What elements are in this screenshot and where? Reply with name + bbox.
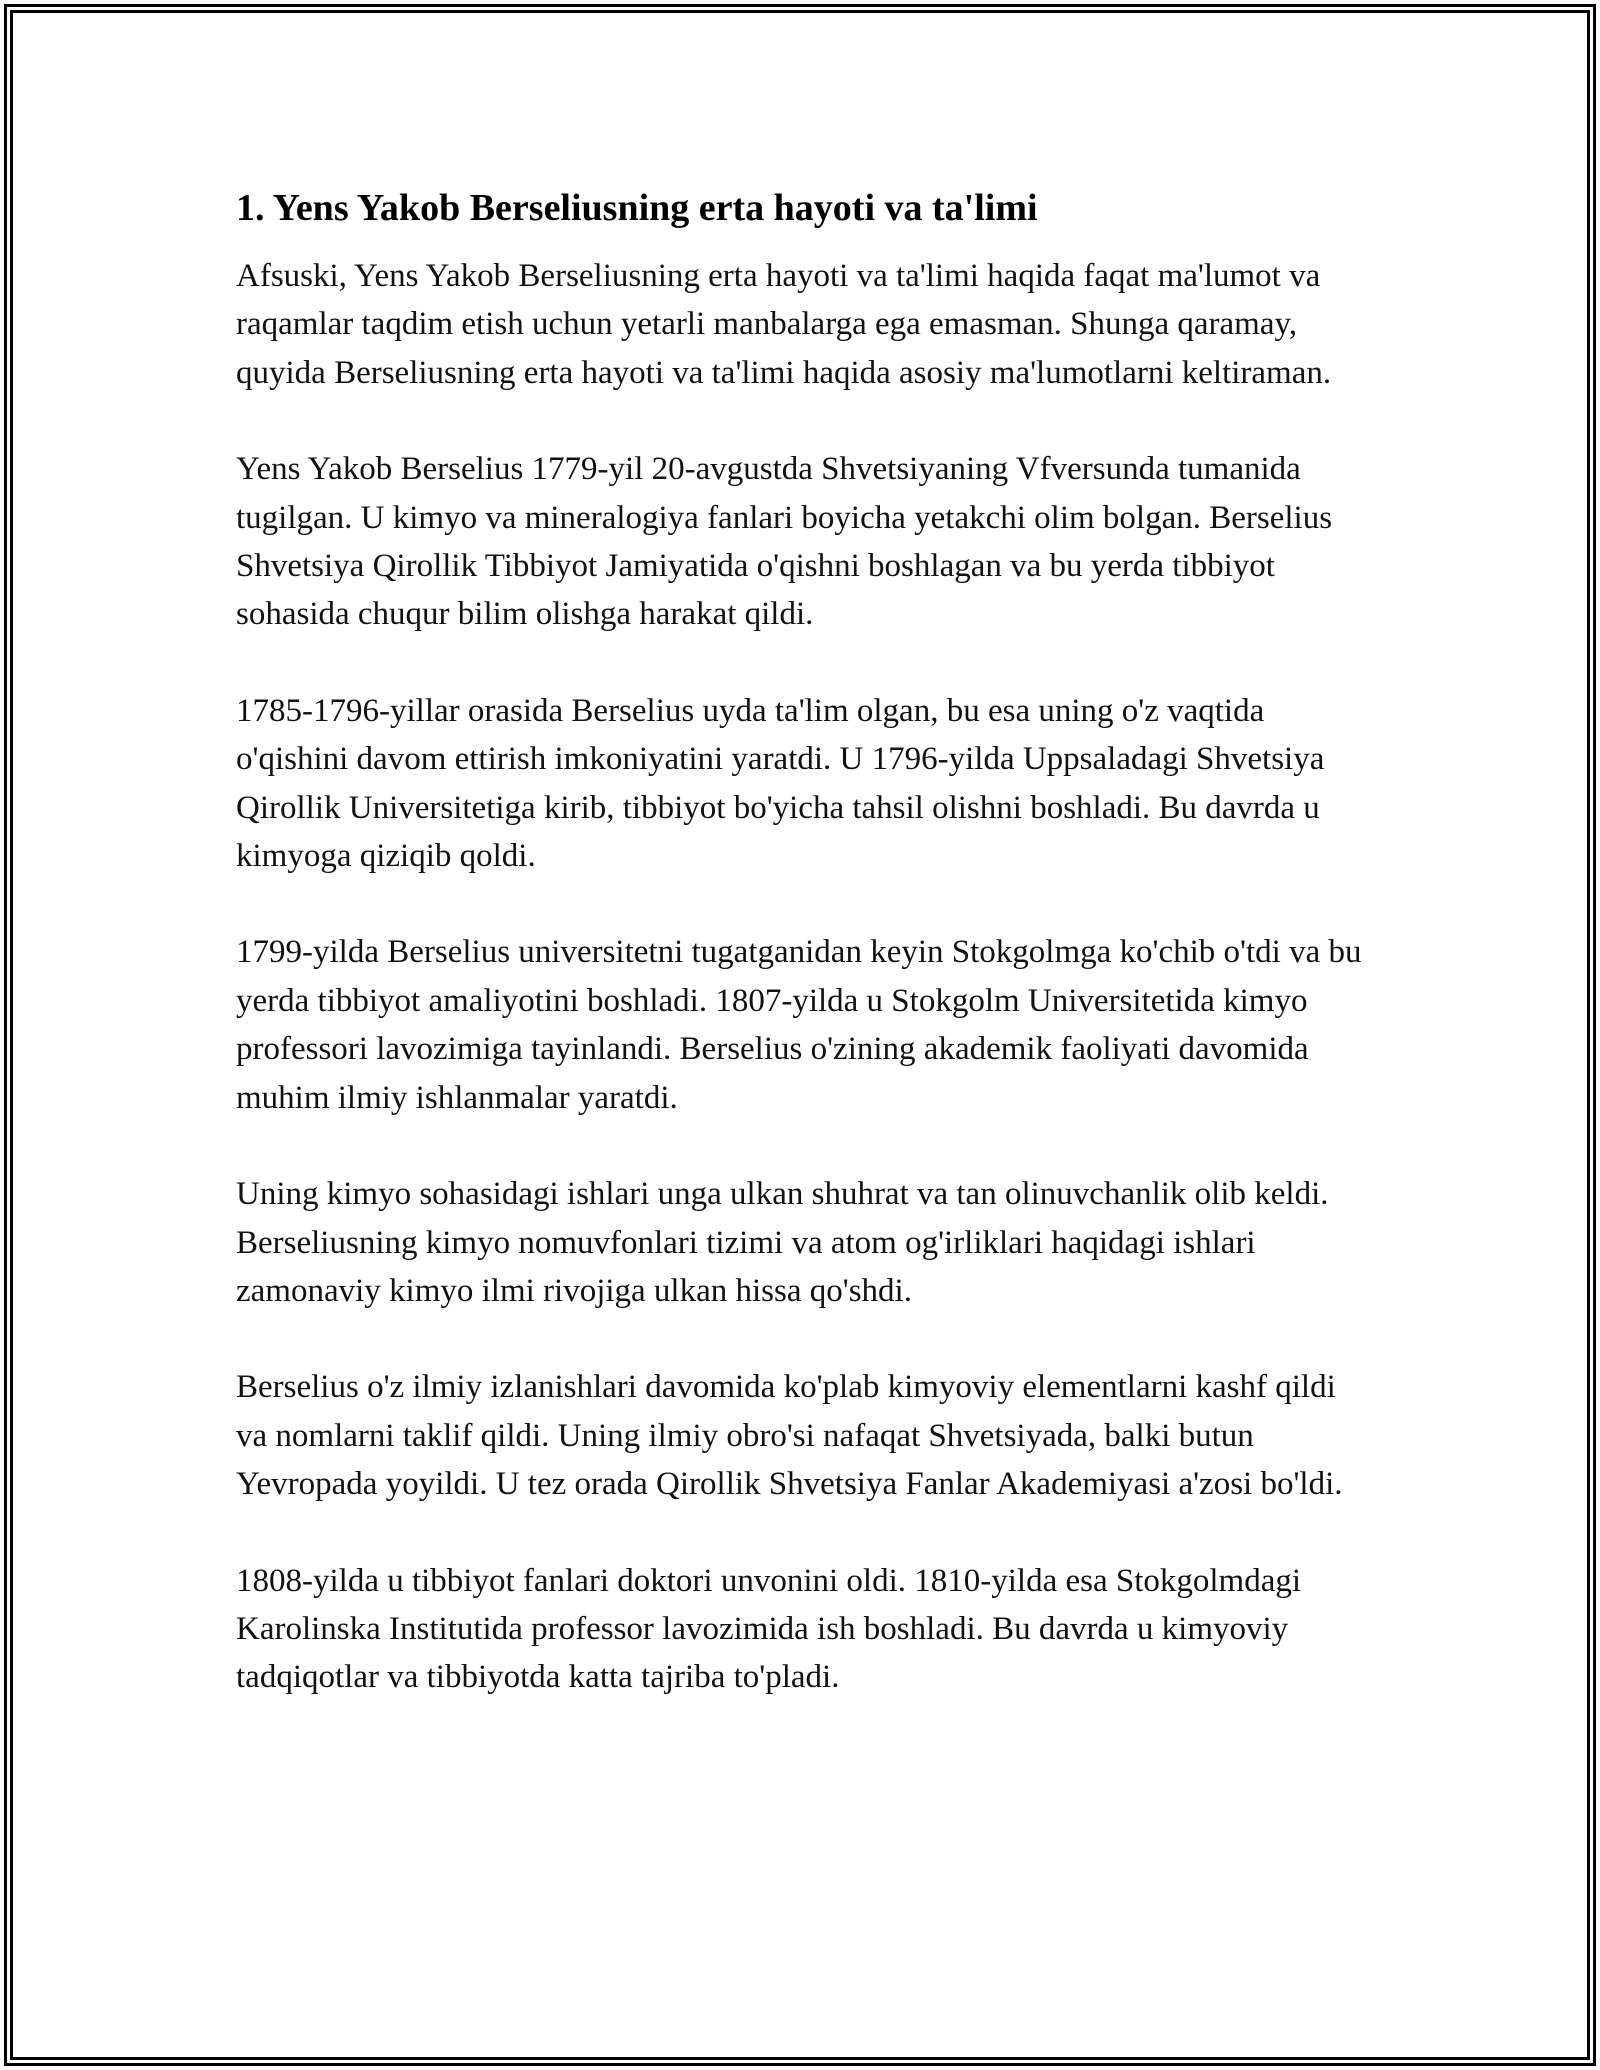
paragraph-intro: Afsuski, Yens Yakob Berseliusning erta hayoti va ta'limi haqida faqat ma'lumot va raqamlar taqdim etish uchun yetarli manbalarga ega emasman. Shunga qaramay, quyida Berseliusning erta hayoti va ta'limi haqida asosiy ma'lumotlarni keltiraman. xyxy=(236,258,1332,391)
paragraph-discoveries: Berselius o'z ilmiy izlanishlari davomida ko'plab kimyoviy elementlarni kashf qildi va nomlarni taklif qildi. Uning ilmiy obro'si nafaqat Shvetsiyada, balki butun Yevropada yoyildi. U tez orada Qirollik Shvetsiya Fanlar Akademiyasi a'zosi bo'ldi. xyxy=(236,1369,1343,1503)
paragraph-fame: Uning kimyo sohasidagi ishlari unga ulkan shuhrat va tan olinuvchanlik olib keldi. Berseliusning kimyo nomuvfonlari tizimi va atom og'irliklari haqidagi ishlari zamonaviy kimyo ilmi rivojiga ulkan hissa qo'shdi. xyxy=(236,1176,1329,1309)
paragraph-birth: Yens Yakob Berselius 1779-yil 20-avgustda Shvetsiyaning Vfversunda tumanida tugilgan. U kimyo va mineralogiya fanlari boyicha yetakchi olim bolgan. Berselius Shvetsiya Qirollik Tibbiyot Jamiyatida o'qishni boshlagan va bu yerda tibbiyot sohasida chuqur bilim olishga harakat qildi. xyxy=(236,451,1333,633)
paragraph-doctorate: 1808-yilda u tibbiyot fanlari doktori unvonini oldi. 1810-yilda esa Stokgolmdagi Karolinska Institutida professor lavozimida ish boshladi. Bu davrda u kimyoviy tadqiqotlar va tibbiyotda katta tajriba to'pladi. xyxy=(236,1562,1302,1696)
paragraph-education: 1785-1796-yillar orasida Berselius uyda ta'lim olgan, bu esa uning o'z vaqtida o'qishini davom ettirish imkoniyatini yaratdi. U 1796-yilda Uppsaladagi Shvetsiya Qirollik Universitetiga kirib, tibbiyot bo'yicha tahsil olishni boshladi. Bu davrda u kimyoga qiziqib qoldi. xyxy=(236,692,1325,875)
paragraph-career: 1799-yilda Berselius universitetni tugatganidan keyin Stokgolmga ko'chib o'tdi va bu yerda tibbiyot amaliyotini boshladi. 1807-yilda u Stokgolm Universitetida kimyo professori lavozimiga tayinlandi. Berselius o'zining akademik faoliyati davomida muhim ilmiy ishlanmalar yaratdi. xyxy=(236,934,1362,1116)
section-heading: 1. Yens Yakob Berseliusning erta hayoti va ta'limi xyxy=(236,187,1038,229)
document-body xyxy=(236,184,1366,1750)
